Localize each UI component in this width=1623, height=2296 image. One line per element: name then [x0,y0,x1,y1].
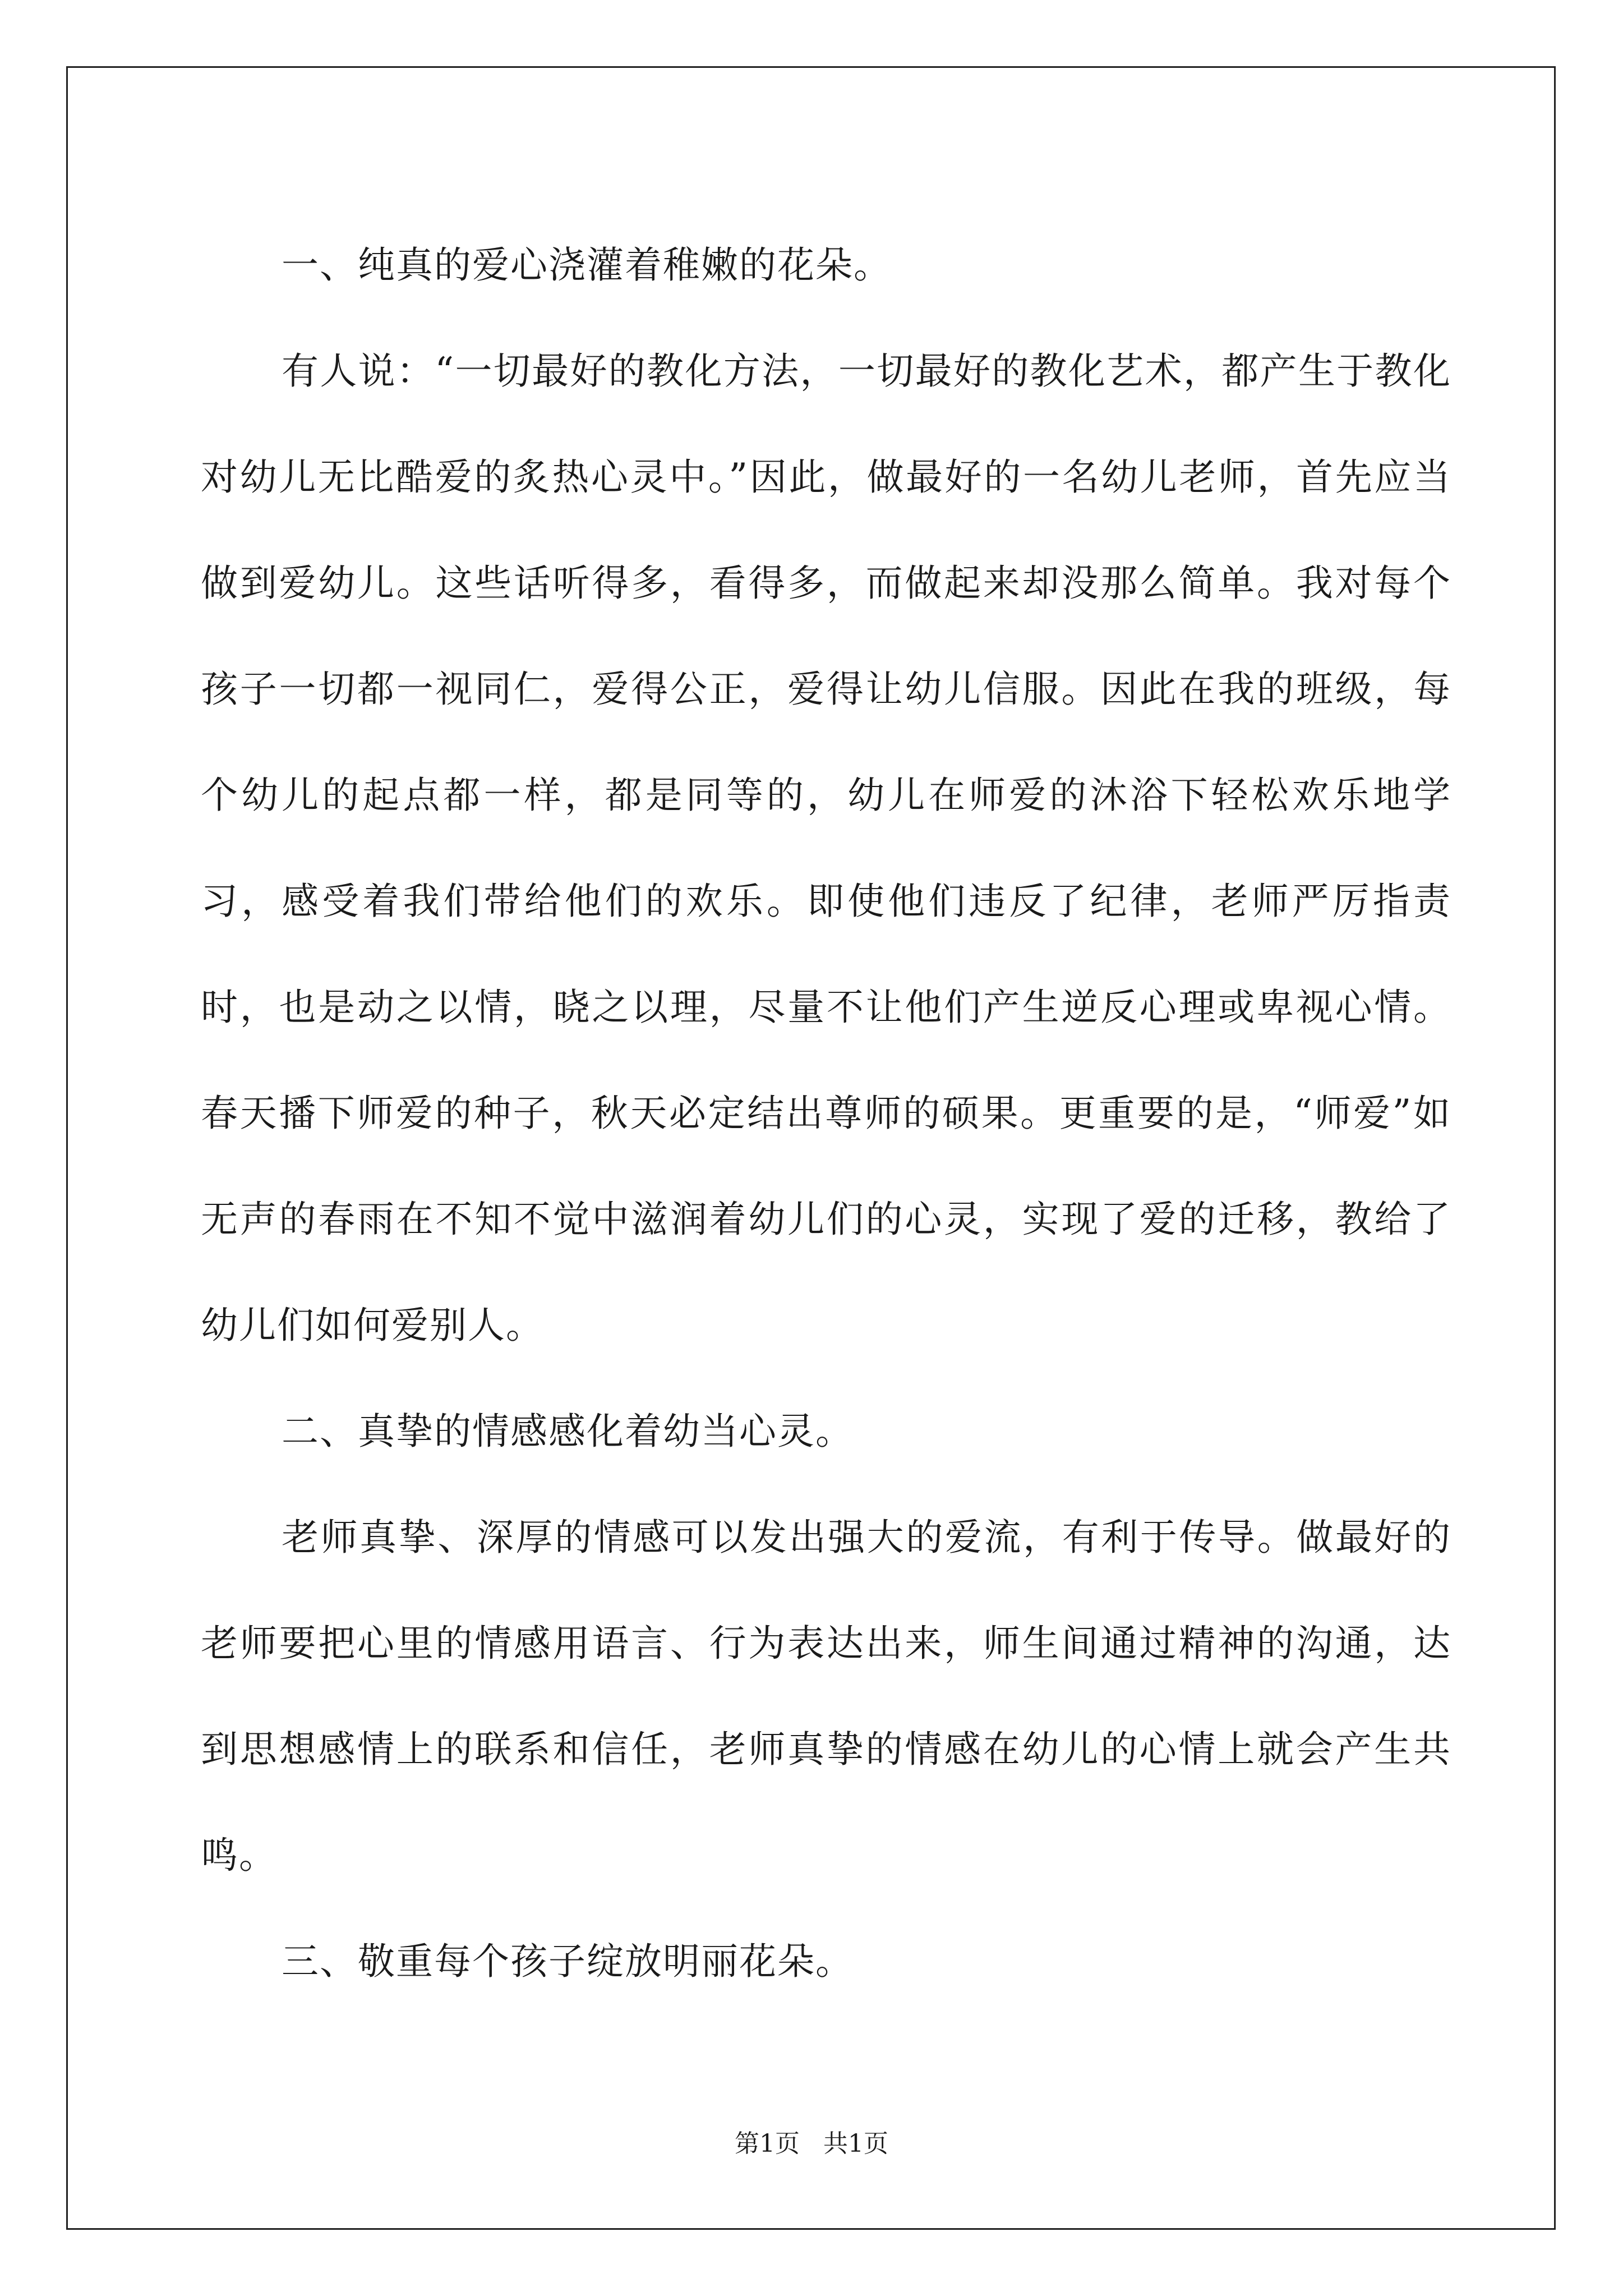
heading-one: 一、纯真的爱心浇灌着稚嫩的花朵。 [282,243,892,287]
heading-two: 二、真挚的情感感化着幼当心灵。 [282,1410,854,1453]
paragraph-love: 有人说：“一切最好的教化方法，一切最好的教化艺术，都产生于教化对幼儿无比酷爱的炙热心灵中。”因此，做最好的一名幼儿老师，首先应当做到爱幼儿。这些话听得多，看得多，而做起来却没那么简单。我对每个孩子一切都一视同仁，爱得公正，爱得让幼儿信服。因此在我的班级，每个幼儿的起点都一样，都是同等的，幼儿在师爱的沐浴下轻松欢乐地学习，感受着我们带给他们的欢乐。即使他们违反了纪律，老师严厉指责时，也是动之以情，晓之以理，尽量不让他们产生逆反心理或卑视心情。春天播下师爱的种子，秋天必定结出尊师的硕果。更重要的是，“师爱”如无声的春雨在不知不觉中滋润着幼儿们的心灵，实现了爱的迁移，教给了幼儿们如何爱别人。 [201,349,1451,1347]
paragraph-emotion: 老师真挚、深厚的情感可以发出强大的爱流，有利于传导。做最好的老师要把心里的情感用语言、行为表达出来，师生间通过精神的沟通，达到思想感情上的联系和信任，老师真挚的情感在幼儿的心情上就会产生共鸣。 [201,1516,1451,1877]
document-body [201,212,1451,2014]
page-number: 第1页 [735,2129,800,2158]
heading-three: 三、敬重每个孩子绽放明丽花朵。 [282,1940,854,1983]
page-footer [0,2127,1623,2161]
page-total: 共1页 [823,2129,888,2158]
